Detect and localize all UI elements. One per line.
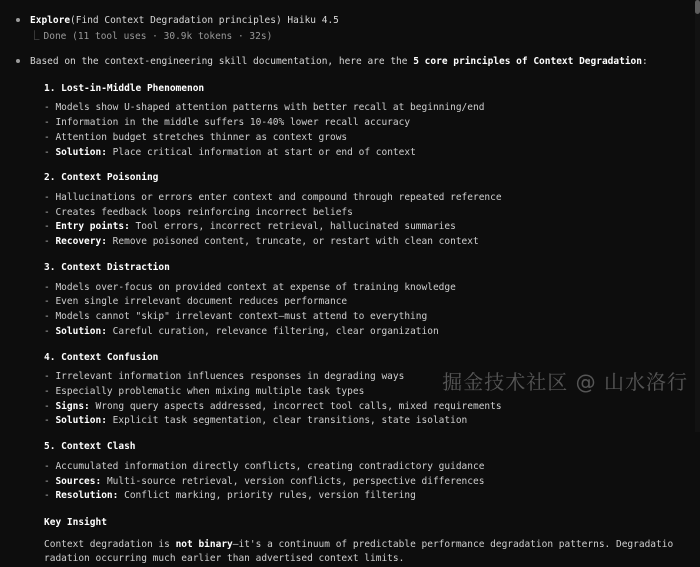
section-title: 4. Context Confusion (44, 351, 159, 363)
command-name: Explore (30, 15, 71, 26)
key-insight-body (44, 538, 684, 567)
section-context-distraction (44, 261, 684, 340)
scrollbar[interactable] (695, 0, 700, 432)
bullet-icon (16, 55, 30, 71)
list-item: - Hallucinations or errors enter context and compound through repeated reference (44, 192, 502, 204)
list-item: - Information in the middle suffers 10-40% lower recall accuracy (44, 117, 411, 129)
section-title: 1. Lost-in-Middle Phenomenon (44, 82, 205, 94)
intro-text (30, 55, 648, 70)
list-item: - Models over-focus on provided context at expense of training knowledge (44, 281, 456, 293)
list-item: - Solution: Careful curation, relevance filtering, clear organization (44, 325, 439, 337)
list-item: - Solution: Explicit task segmentation, clear transitions, state isolation (44, 415, 468, 427)
list-item: - Especially problematic when mixing multiple task types (44, 385, 365, 397)
list-item: - Irrelevant information influences responses in degrading ways (44, 371, 405, 383)
scrollbar-thumb[interactable] (695, 0, 700, 14)
list-item: - Even single irrelevant document reduces performance (44, 296, 348, 308)
list-item: - Entry points: Tool errors, incorrect retrieval, hallucinated summaries (44, 221, 456, 233)
command-text (30, 14, 339, 29)
section-title: 5. Context Clash (44, 441, 136, 453)
key-insight-line1-prefix: Context degradation is (44, 538, 176, 550)
list-item: - Models show U-shaped attention patterns with better recall at beginning/end (44, 102, 485, 114)
status-text: Done (11 tool uses · 30.9k tokens · 32s) (43, 30, 273, 42)
list-item: - Sources: Multi-source retrieval, version conflicts, perspective differences (44, 475, 485, 487)
section-lost-in-middle (44, 82, 684, 161)
corner-icon: ⎿ (30, 30, 40, 42)
list-item: - Creates feedback loops reinforcing incorrect beliefs (44, 206, 353, 218)
list-item: - Accumulated information directly conflicts, creating contradictory guidance (44, 460, 485, 472)
bullet-icon (16, 14, 30, 30)
key-insight-title: Key Insight (44, 516, 107, 528)
key-insight-block (44, 516, 684, 567)
intro-line (16, 55, 684, 71)
key-insight-line2: radation occurring much earlier than advertised context limits. (44, 553, 405, 565)
command-args: (Find Context Degradation principles) (70, 15, 282, 26)
list-item: - Attention budget stretches thinner as context grows (44, 131, 348, 143)
key-insight-line1-suffix: —it's a continuum of predictable performance degradation patterns. Degradatio (232, 538, 674, 550)
list-item: - Solution: Place critical information at start or end of context (44, 146, 416, 158)
list-item: - Resolution: Conflict marking, priority rules, version filtering (44, 490, 416, 502)
list-item: - Recovery: Remove poisoned content, truncate, or restart with clean context (44, 236, 479, 248)
sections-container (30, 82, 684, 567)
key-insight-line1-bold: not binary (175, 538, 233, 550)
command-line (16, 14, 684, 30)
list-item: - Signs: Wrong query aspects addressed, incorrect tool calls, mixed requirements (44, 400, 502, 412)
section-title: 2. Context Poisoning (44, 172, 159, 184)
section-context-clash (44, 440, 684, 504)
section-context-confusion (44, 351, 684, 430)
section-title: 3. Context Distraction (44, 261, 170, 273)
command-status (30, 30, 684, 45)
list-item: - Models cannot "skip" irrelevant context—must attend to everything (44, 311, 428, 323)
intro-prefix: Based on the context-engineering skill documentation, here are the (30, 56, 414, 68)
command-model: Haiku 4.5 (287, 15, 339, 26)
section-context-poisoning (44, 171, 684, 250)
intro-bold: 5 core principles of Context Degradation (413, 56, 642, 68)
intro-suffix: : (642, 56, 648, 68)
watermark: 掘金技术社区 @ 山水洛行 (442, 370, 688, 394)
